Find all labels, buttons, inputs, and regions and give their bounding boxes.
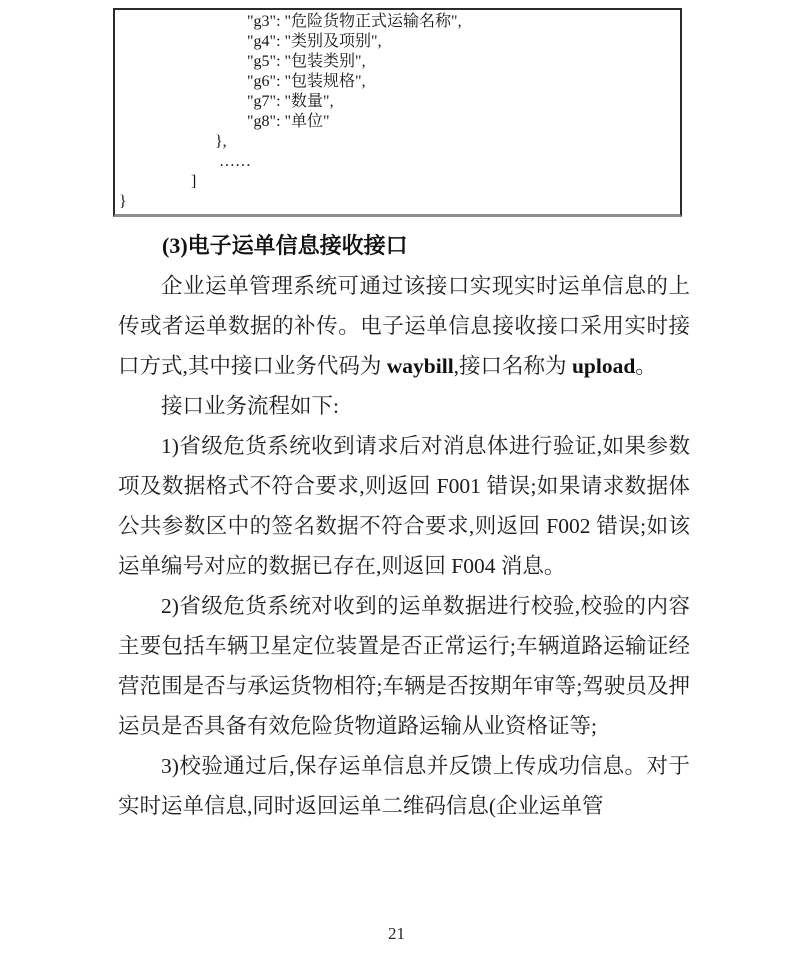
code-line: "g4": "类别及项别", <box>119 33 382 50</box>
paragraph-step-1: 1)省级危货系统收到请求后对消息体进行验证,如果参数项及数据格式不符合要求,则返回 F001 错误;如果请求数据体公共参数区中的签名数据不符合要求,则返回 F002 错误;如该运单编号对应的数据已存在,则返回 F004 消息。 <box>118 434 690 578</box>
interface-code-term: waybill <box>386 354 454 378</box>
code-block <box>113 8 682 217</box>
paragraph-flow-title: 接口业务流程如下: <box>161 394 339 418</box>
code-line: "g7": "数量", <box>119 93 334 110</box>
paragraph-text: 。 <box>635 354 657 378</box>
code-line: }, <box>119 133 227 150</box>
page-number: 21 <box>388 924 405 943</box>
paragraph-step-2: 2)省级危货系统对收到的运单数据进行校验,校验的内容主要包括车辆卫星定位装置是否正常运行;车辆道路运输证经营范围是否与承运货物相符;车辆是否按期年审等;驾驶员及押运员是否具备有效危险货物道路运输从业资格证等; <box>118 594 690 738</box>
code-line: …… <box>119 153 251 170</box>
code-line: "g8": "单位" <box>119 113 330 130</box>
paragraph-text: 企业运单管理系统可通过该接口实现实时运单信息的上传或者运单数据的补传。电子运单信息接收接口采用实时接口方式,其中接口业务代码为 <box>118 274 690 378</box>
paragraph-intro <box>118 266 690 386</box>
interface-name-term: upload <box>571 354 636 378</box>
code-line: "g5": "包装类别", <box>119 53 366 70</box>
code-line: "g3": "危险货物正式运输名称", <box>119 13 462 30</box>
paragraph-step-3: 3)校验通过后,保存运单信息并反馈上传成功信息。对于实时运单信息,同时返回运单二维码信息(企业运单管 <box>118 754 690 818</box>
paragraph-text: ,接口名称为 <box>453 354 572 378</box>
document-body <box>118 226 690 826</box>
section-heading: (3)电子运单信息接收接口 <box>162 233 408 258</box>
code-line: } <box>119 193 127 210</box>
code-line: "g6": "包装规格", <box>119 73 366 90</box>
code-line: ] <box>119 173 197 190</box>
